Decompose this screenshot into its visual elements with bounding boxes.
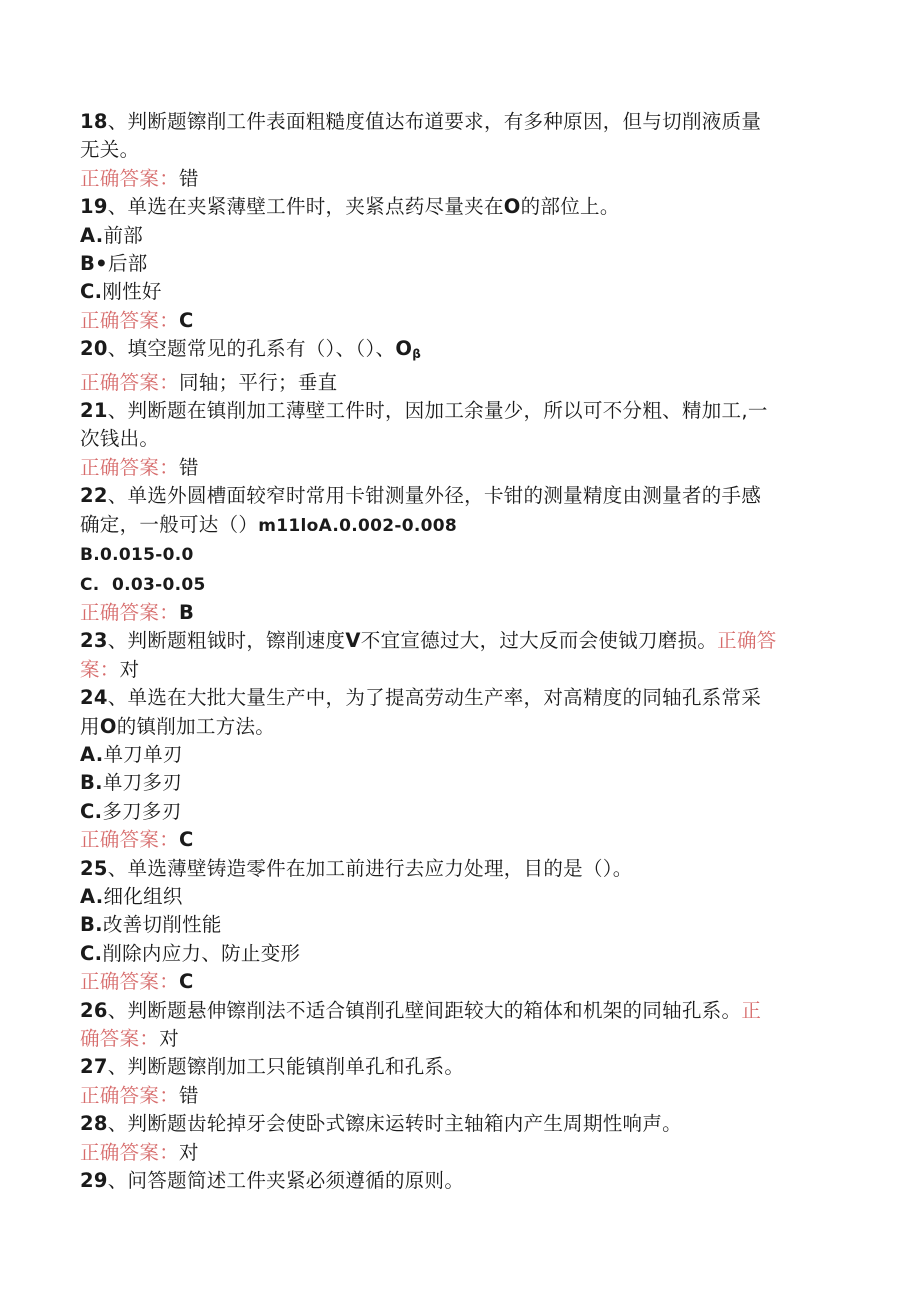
option-text: 单刀单刃	[103, 742, 183, 766]
question-23-line-1	[80, 627, 860, 655]
question-29	[80, 1167, 860, 1195]
answer-label: 正确答案：	[80, 370, 180, 394]
answer-label: 案：	[80, 657, 120, 681]
option-text: 单刀多刃	[102, 771, 183, 795]
question-25	[80, 855, 860, 883]
question-28	[80, 1110, 860, 1138]
question-text-bold: m11loA.0.002-0.008	[258, 515, 458, 536]
answer-19	[80, 307, 860, 335]
option-key: C.	[80, 941, 103, 965]
blank-marker: O	[395, 337, 413, 361]
answer-value: 同轴；平行；垂直	[179, 370, 338, 394]
question-text: 、判断题镲削加工只能镇削单孔和孔系。	[107, 1055, 465, 1079]
option-19-a	[80, 222, 860, 250]
option-19-b	[80, 250, 860, 278]
question-number: 25	[80, 856, 108, 880]
option-25-b	[80, 911, 860, 939]
subscript-mark: β	[412, 347, 422, 362]
question-text: 无关。	[80, 138, 140, 162]
option-key: C. 0.03-0.05	[80, 574, 206, 595]
question-24-line-2	[80, 713, 860, 741]
question-19	[80, 193, 860, 221]
answer-value: 对	[179, 1140, 199, 1164]
answer-26	[80, 1025, 860, 1053]
option-text: 细化组织	[103, 884, 183, 908]
answer-18	[80, 165, 860, 193]
option-key: A.	[80, 742, 104, 766]
answer-label: 正	[741, 998, 762, 1022]
answer-label: 正确答案：	[80, 1083, 180, 1107]
answer-22	[80, 599, 860, 627]
question-number: 27	[80, 1055, 108, 1079]
question-number: 26	[80, 998, 108, 1022]
question-18-line-2	[80, 136, 860, 164]
option-key: A.	[80, 884, 104, 908]
question-text: 不宜宣德过大，过大反而会使钺刀磨损。	[360, 629, 718, 653]
question-text: 用	[80, 714, 100, 738]
blank-marker: O	[99, 714, 117, 738]
question-text: 、单选在夹紧薄壁工件时，夹紧点药尽量夹在	[107, 195, 504, 219]
answer-label: 正确答案：	[80, 600, 180, 624]
option-25-c	[80, 940, 860, 968]
question-number: 20	[80, 337, 108, 361]
answer-21	[80, 454, 860, 482]
question-24-line-1	[80, 684, 860, 712]
answer-value: 对	[119, 657, 140, 681]
answer-value: B	[179, 600, 195, 624]
answer-28	[80, 1139, 860, 1167]
question-text: 、填空题常见的孔系有（）、（）、	[107, 337, 396, 361]
answer-25	[80, 968, 860, 996]
question-text: 、单选外圆槽面较窄时常用卡钳测量外径，卡钳的测量精度由测量者的手感	[107, 484, 762, 508]
option-key: B.	[80, 771, 103, 795]
answer-27	[80, 1082, 860, 1110]
question-text: 、单选薄壁铸造零件在加工前进行去应力处理，目的是（）。	[107, 856, 633, 880]
option-text: 多刀多刃	[102, 799, 182, 823]
question-text: 的部位上。	[520, 195, 620, 219]
answer-label: 正确答案：	[80, 1140, 180, 1164]
question-18-line-1	[80, 108, 860, 136]
question-number: 18	[80, 110, 108, 133]
answer-value: 错	[179, 1083, 199, 1107]
option-text: 刚性好	[102, 280, 162, 304]
question-number: 21	[80, 399, 108, 423]
answer-label: 正确答案：	[80, 970, 180, 994]
question-text: 、判断题悬伸镲削法不适合镇削孔壁间距较大的箱体和机架的同轴孔系。	[107, 998, 742, 1022]
question-text: 确定，一般可达（）	[80, 512, 259, 536]
question-text: 、单选在大批大量生产中，为了提高劳动生产率，对高精度的同轴孔系常采	[107, 686, 762, 710]
option-text: 改善切削性能	[102, 913, 222, 937]
answer-value: C	[179, 308, 194, 332]
question-text: 、判断题齿轮掉牙会使卧式镲床运转时主轴箱内产生周期性响声。	[107, 1112, 682, 1136]
question-22-line-1	[80, 482, 860, 510]
question-number: 24	[80, 686, 108, 710]
blank-marker: O	[503, 195, 521, 219]
answer-23	[80, 656, 860, 684]
option-text: 前部	[103, 223, 144, 247]
answer-value: 对	[159, 1027, 180, 1050]
question-27	[80, 1053, 860, 1081]
option-key: C.	[80, 280, 103, 304]
answer-label: 正确答案：	[80, 166, 180, 190]
answer-label: 正确答案：	[80, 455, 180, 479]
option-19-c	[80, 278, 860, 306]
question-text: 、判断题粗钺时，镲削速度	[107, 629, 346, 653]
question-text: 、判断题镲削工件表面粗糙度值达布道要求，有多种原因，但与切削液质量	[107, 110, 762, 133]
question-number: 28	[80, 1112, 108, 1136]
answer-label: 正确答案：	[80, 828, 180, 852]
answer-value: 错	[179, 166, 199, 190]
option-22-c	[80, 570, 860, 599]
option-key: B•	[80, 252, 108, 276]
option-24-a	[80, 741, 860, 769]
option-key: A.	[80, 223, 104, 247]
question-20	[80, 335, 860, 368]
question-26-line-1	[80, 997, 860, 1025]
option-24-c	[80, 798, 860, 826]
answer-value: C	[179, 828, 194, 852]
option-key: C.	[80, 799, 103, 823]
question-number: 23	[80, 629, 108, 653]
option-22-b	[80, 540, 860, 569]
option-key: B.	[80, 913, 103, 937]
answer-24	[80, 826, 860, 854]
question-text: 、判断题在镇削加工薄壁工件时，因加工余量少，所以可不分粗、精加工,一	[107, 399, 768, 423]
question-22-line-2	[80, 511, 860, 540]
question-number: 19	[80, 195, 108, 219]
answer-label: 正确答案：	[80, 308, 180, 332]
option-25-a	[80, 883, 860, 911]
question-number: 22	[80, 484, 108, 508]
question-text: 的镇削加工方法。	[116, 714, 276, 738]
question-text: 、问答题简述工件夹紧必须遵循的原则。	[107, 1169, 465, 1193]
question-21-line-2	[80, 425, 860, 453]
answer-label: 确答案：	[80, 1027, 160, 1050]
question-number: 29	[80, 1169, 108, 1193]
answer-label: 正确答	[717, 629, 777, 653]
question-21-line-1	[80, 397, 860, 425]
option-key: B.0.015-0.0	[80, 545, 194, 566]
option-24-b	[80, 769, 860, 797]
symbol-v: V	[345, 629, 361, 653]
option-text: 后部	[107, 252, 148, 276]
answer-20	[80, 369, 860, 397]
answer-value: 错	[179, 455, 199, 479]
question-text: 次钱出。	[80, 427, 160, 451]
option-text: 削除内应力、防止变形	[102, 941, 301, 965]
answer-value: C	[179, 970, 194, 994]
